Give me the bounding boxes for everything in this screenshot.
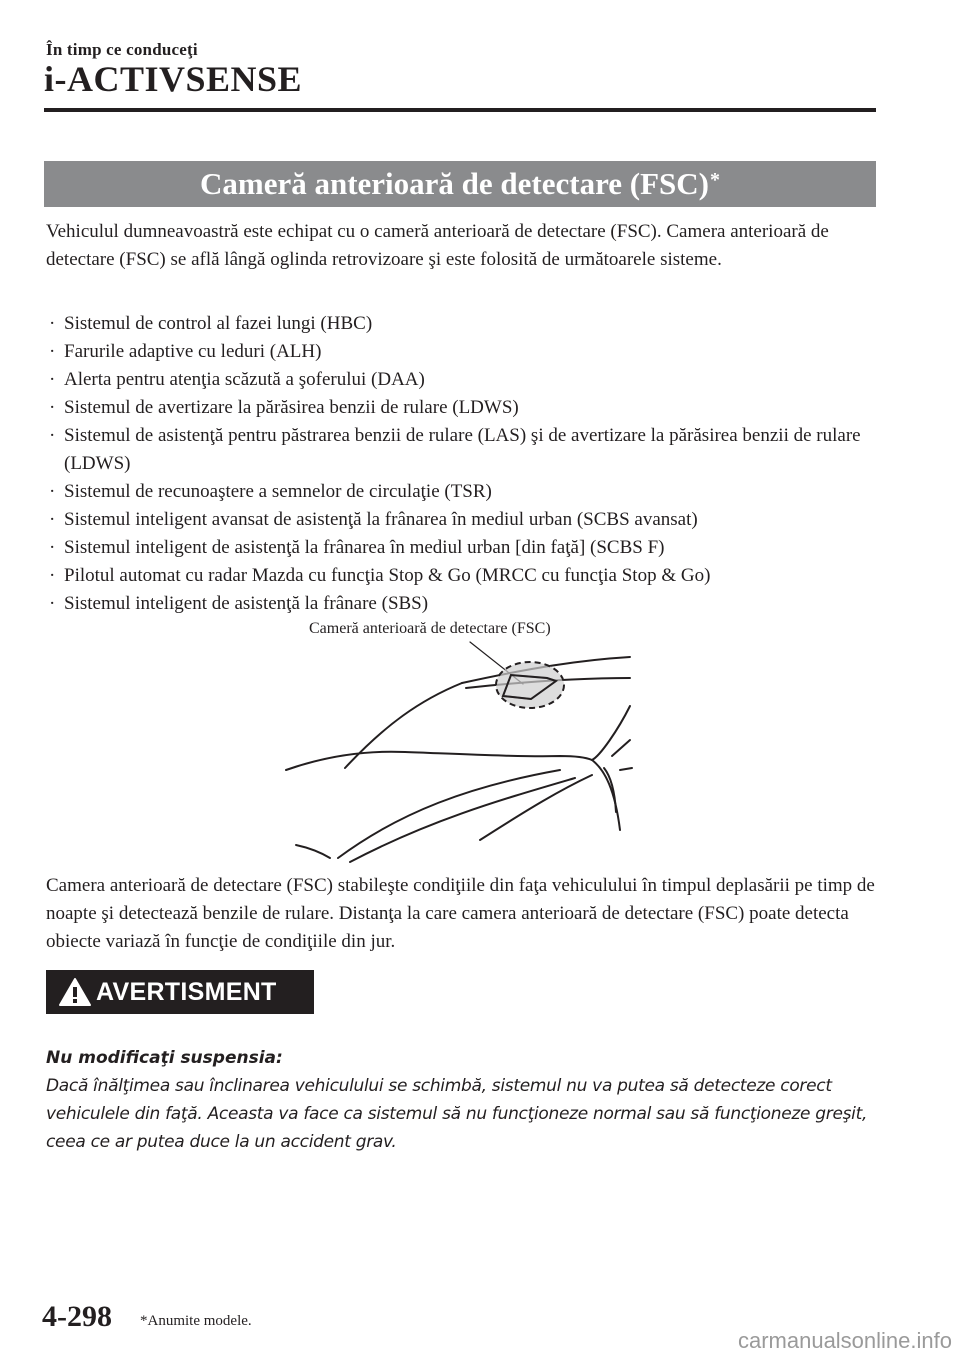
list-item-text: Sistemul de avertizare la părăsirea benzii de rulare (LDWS) [64,397,519,418]
list-item-text: Pilotul automat cu radar Mazda cu funcţia Stop & Go (MRCC cu funcţia Stop & Go) [64,565,711,586]
systems-list [46,310,876,618]
list-item [46,338,876,366]
list-item-text: Sistemul inteligent de asistenţă la frânarea în mediul urban [din faţă] (SCBS F) [64,537,665,558]
warning-heading: Nu modificaţi suspensia: [46,1048,283,1068]
warning-triangle-icon [58,977,92,1007]
list-item-text: Farurile adaptive cu leduri (ALH) [64,341,322,362]
warning-text: Dacă înălţimea sau înclinarea vehiculului se schimbă, sistemul nu va putea să detecteze corect vehiculele din faţă. Aceasta va face ca sistemul să nu funcţioneze normal sau să funcţioneze greşit, ceea ce ar putea duce la un accident grav. [46,1076,868,1152]
section-title-banner [44,161,876,207]
list-item-text: Sistemul de recunoaştere a semnelor de circulaţie (TSR) [64,481,492,502]
bullet-marker: · [49,397,56,418]
list-item [46,506,876,534]
windshield-camera-illustration [282,618,642,864]
bullet-marker: · [49,565,56,586]
bullet-marker: · [49,481,56,502]
list-item [46,562,876,590]
list-item-text: Alerta pentru atenţia scăzută a şoferului (DAA) [64,369,425,390]
section-title: Cameră anterioară de detectare (FSC) [199,166,710,201]
list-item-text: Sistemul de control al fazei lungi (HBC) [64,313,373,334]
list-item [46,422,876,478]
list-item [46,590,876,618]
page-number: 4-298 [42,1300,112,1333]
bullet-marker: · [49,537,56,558]
warning-banner [46,970,314,1014]
figure-caption: Cameră anterioară de detectare (FSC) [309,620,551,637]
list-item [46,310,876,338]
list-item [46,478,876,506]
list-item-text: Sistemul de asistenţă pentru păstrarea benzii de rulare (LAS) şi de avertizare la părăsirea benzii de rulare (LDWS) [64,425,861,474]
bullet-marker: · [49,593,56,614]
warning-label: AVERTISMENT [96,977,277,1006]
list-item [46,366,876,394]
list-item-text: Sistemul inteligent avansat de asistenţă la frânarea în mediul urban (SCBS avansat) [64,509,698,530]
section-label: În timp ce conduceţi [46,40,198,59]
bullet-marker: · [49,509,56,530]
bullet-marker: · [49,341,56,362]
footnote: *Anumite modele. [140,1313,252,1329]
header-divider [44,108,876,112]
optional-equipment-marker: * [710,168,721,191]
list-item [46,394,876,422]
bullet-marker: · [49,313,56,334]
watermark: carmanualsonline.info [737,1328,952,1353]
list-item [46,534,876,562]
intro-paragraph: Vehiculul dumneavoastră este echipat cu o cameră anterioară de detectare (FSC). Camera anterioară de detectare (FSC) se află lângă oglinda retrovizoare şi este folosită de următoarele sisteme. [46,221,829,270]
bullet-marker: · [49,369,56,390]
description-paragraph: Camera anterioară de detectare (FSC) stabileşte condiţiile din faţa vehiculului în timpul deplasării pe timp de noapte şi detectează benzile de rulare. Distanţa la care camera anterioară de detectare (FSC) poate detecta obiecte variază în funcţie de condiţiile din jur. [46,875,875,952]
list-item-text: Sistemul inteligent de asistenţă la frânare (SBS) [64,593,429,614]
bullet-marker: · [49,425,56,446]
chapter-title: i-ACTIVSENSE [44,59,303,99]
